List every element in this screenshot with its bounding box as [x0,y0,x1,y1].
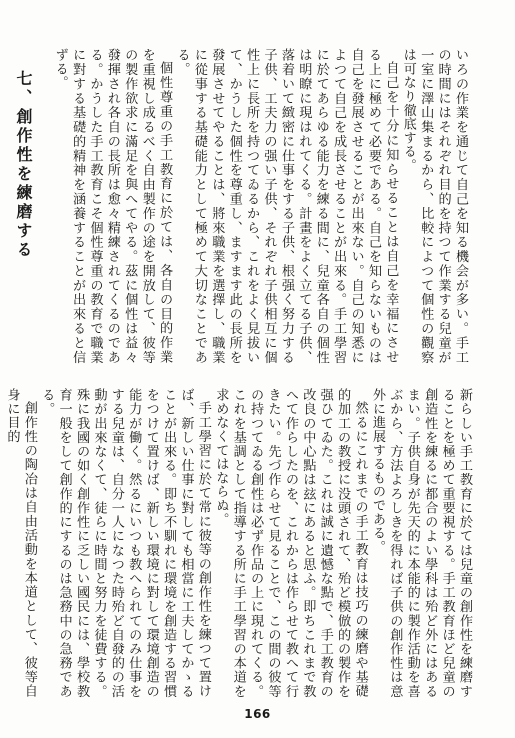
lower-paragraph-1: 新らしい手工教育に於ては兒童の創作性を練磨することを極めて重要視する。手工教育ほど兒童の創造性を練るに都合のよい學科は殆ど外にはあるまい。子供自身が先天的に本能的に製作活動を喜ぶから、方法よろしきを得れば子供の創作性は意外に進展するものである。 [369,388,472,698]
page-number: 166 [244,707,271,721]
upper-paragraph-2: 自己を十分に知らせることは自己を幸福にさせる上に極めて必要である。自己を知らないものは自己を發展させることが出來ない。自己の知悉によつて自己を成長させることが出來る。手工學習に於てあらゆる能力を練る間に、兒童各自の個性は明瞭に現はれてくる。計畫をよく立てる子供、落着いて緻密に仕事をする子供、根强く努力する子供、工夫力の强い子供、それぞれ子供相互に個性上に長所を持つてゐるから、これをよく見拔いて、かうした個性を尊重し、ますます此の長所を發展させてやることは、將來職業を選擇し、職業に從事する基礎能力として極めて大切なことである。 [174,48,399,364]
section-heading: 七、創作性を練磨する [14,70,33,260]
upper-paragraph-1: いろの作業を通じて自己を知る機会が多い。手工の時間にはそれぞれ目的を持つて作業する兒童が一室に澤山集まるから、比較によつて個性の觀察は可なり徹底する。 [400,48,468,364]
lower-paragraph-4: 創作性の陶冶は自由活動を本道として、彼等自身に目的 [4,388,37,698]
upper-text-column [52,48,469,364]
left-text-column [35,48,233,364]
lower-paragraph-3: 手工學習に於て常に彼等の創作性を練つて置けば、新しい仕事に對しても相當に工夫してかゝることが出來る。即ち不馴れに環境を創造する習慣をつけて置けば、新しい環境に對して環境創造の能力が働く。然るにいつも教へられてのみ仕事をする兒童は、自分一人になつた時殆ど自發的の活動が出來なくて、徒らに時間と努力を徒費する。殊に我國の如く創作性に乏しい國民には、學校教育一般をして創作的にするのは急務中の急務である。 [39,388,211,698]
upper-paragraph-3: 個性尊重の手工教育に於ては、各自の目的作業を重視し成るべく自由製作の途を開放して、彼等の製作欲求に滿足を與へてやる。茲に個性は益々發揮され各自の長所は愈々精練されてくるのである。かうした手工教育こそ個性尊重の教育で職業に對する基礎的精神を涵養することが出來ると信ずる。 [52,48,173,364]
lower-text-column [4,388,473,698]
lower-paragraph-2: 然るにこれまでの手工教育は技巧の練磨や基礎的加工の教授に没頭されて、殆ど模倣的の製作を强ひてゐた。これは誠に遺憾な點で、手工教育の改良の中心點は玆にあると思ふ。即ちこれまで教へて作らしたのを、これからは作らせて教へて行きたい。先づ作らせて見ることで、この間の彼等の持つてゐる創性は必ず作品の上に現れてくる。これを基調として指導する所に手工學習の本道を求めなくてはならぬ。 [213,388,368,698]
